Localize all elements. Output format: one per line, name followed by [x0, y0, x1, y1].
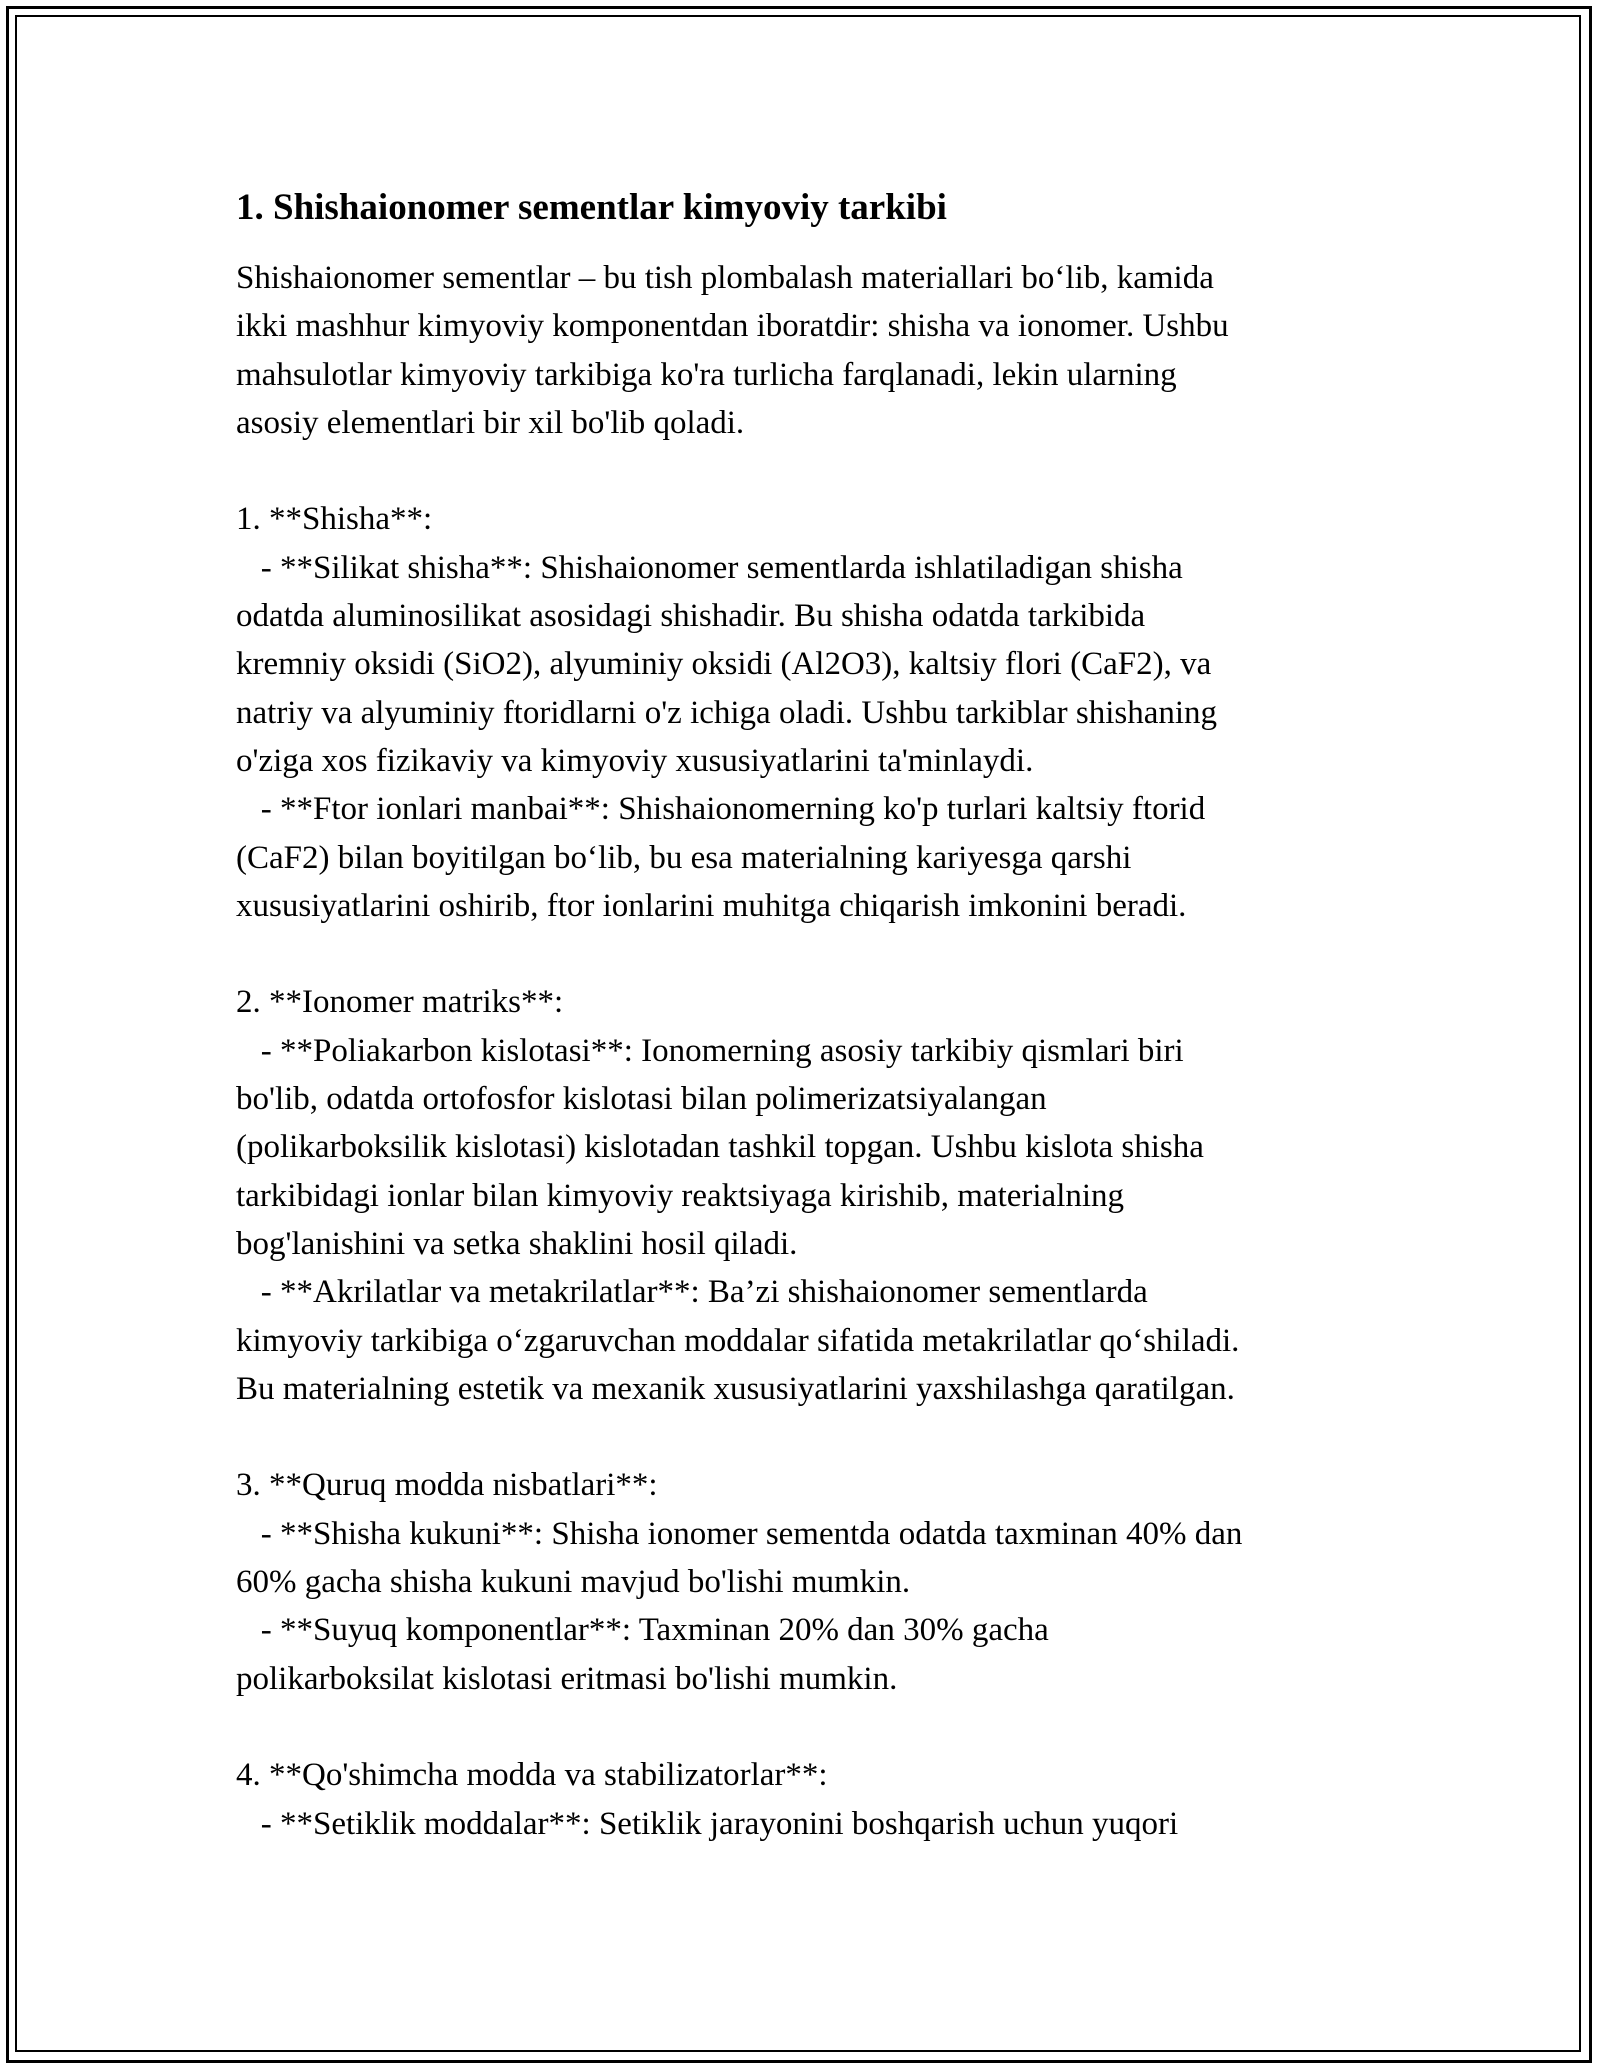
- text-line: tarkibidagi ionlar bilan kimyoviy reaktsiyaga kirishib, materialning: [236, 1177, 1125, 1214]
- blank-line: [236, 930, 1366, 978]
- text-line: 4. **Qo'shimcha modda va stabilizatorlar**:: [236, 1757, 828, 1794]
- document-text: [236, 254, 1366, 1848]
- document-body: [236, 184, 1366, 1848]
- document-title: 1. Shishaionomer sementlar kimyoviy tarkibi: [236, 187, 947, 228]
- text-line: natriy va alyuminiy ftoridlarni o'z ichiga oladi. Ushbu tarkiblar shishaning: [236, 694, 1218, 731]
- text-line: kremniy oksidi (SiO2), alyuminiy oksidi (Al2O3), kaltsiy flori (CaF2), va: [236, 646, 1212, 683]
- text-line: - **Setiklik moddalar**: Setiklik jarayonini boshqarish uchun yuqori: [236, 1805, 1179, 1842]
- text-line: - **Akrilatlar va metakrilatlar**: Ba’zi shishaionomer sementlarda: [236, 1274, 1148, 1311]
- blank-line: [236, 447, 1366, 495]
- text-line: (polikarboksilik kislotasi) kislotadan tashkil topgan. Ushbu kislota shisha: [236, 1129, 1204, 1166]
- text-line: - **Poliakarbon kislotasi**: Ionomerning asosiy tarkibiy qismlari biri: [236, 1032, 1184, 1069]
- text-line: asosiy elementlari bir xil bo'lib qoladi.: [236, 404, 745, 441]
- text-line: Shishaionomer sementlar – bu tish plombalash materiallari bo‘lib, kamida: [236, 260, 1214, 296]
- text-line: (CaF2) bilan boyitilgan bo‘lib, bu esa materialning kariyesga qarshi: [236, 839, 1132, 876]
- text-line: ikki mashhur kimyoviy komponentdan iboratdir: shisha va ionomer. Ushbu: [236, 308, 1229, 345]
- blank-line: [236, 1413, 1366, 1461]
- text-line: - **Silikat shisha**: Shishaionomer sementlarda ishlatiladigan shisha: [236, 549, 1183, 586]
- text-line: polikarboksilat kislotasi eritmasi bo'lishi mumkin.: [236, 1660, 898, 1697]
- text-line: kimyoviy tarkibiga o‘zgaruvchan moddalar sifatida metakrilatlar qo‘shiladi.: [236, 1322, 1240, 1359]
- text-line: o'ziga xos fizikaviy va kimyoviy xususiyatlarini ta'minlaydi.: [236, 742, 1034, 779]
- blank-line: [236, 1703, 1366, 1751]
- text-line: 3. **Quruq modda nisbatlari**:: [236, 1467, 658, 1504]
- text-line: 2. **Ionomer matriks**:: [236, 984, 564, 1021]
- text-line: - **Shisha kukuni**: Shisha ionomer sementda odatda taxminan 40% dan: [236, 1515, 1243, 1552]
- text-line: Bu materialning estetik va mexanik xususiyatlarini yaxshilashga qaratilgan.: [236, 1370, 1235, 1407]
- text-line: 60% gacha shisha kukuni mavjud bo'lishi mumkin.: [236, 1564, 911, 1601]
- text-line: mahsulotlar kimyoviy tarkibiga ko'ra turlicha farqlanadi, lekin ularning: [236, 356, 1177, 393]
- text-line: - **Ftor ionlari manbai**: Shishaionomerning ko'p turlari kaltsiy ftorid: [236, 791, 1206, 828]
- text-line: odatda aluminosilikat asosidagi shishadir. Bu shisha odatda tarkibida: [236, 598, 1146, 635]
- text-line: xususiyatlarini oshirib, ftor ionlarini muhitga chiqarish imkonini beradi.: [236, 887, 1187, 924]
- text-line: 1. **Shisha**:: [236, 501, 433, 538]
- text-line: - **Suyuq komponentlar**: Taxminan 20% dan 30% gacha: [236, 1612, 1049, 1649]
- text-line: bo'lib, odatda ortofosfor kislotasi bilan polimerizatsiyalangan: [236, 1081, 1047, 1118]
- text-line: bog'lanishini va setka shaklini hosil qiladi.: [236, 1225, 798, 1262]
